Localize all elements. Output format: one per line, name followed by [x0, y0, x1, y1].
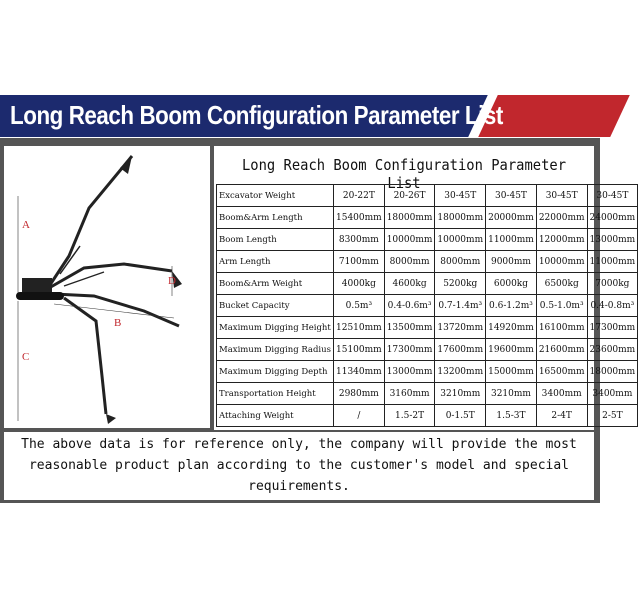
label-b: B [114, 317, 122, 329]
raised-bucket [120, 156, 132, 174]
table-cell: 19600mm [486, 339, 537, 361]
table-cell: 10000mm [536, 251, 587, 273]
table-cell: 0.4-0.6m³ [384, 295, 435, 317]
table-cell: 0.6-1.2m³ [486, 295, 537, 317]
table-cell: 18000mm [384, 207, 435, 229]
table-cell: 14920mm [486, 317, 537, 339]
table-row [217, 317, 638, 339]
note-line-1: The above data is for reference only, the company will provide the most [21, 437, 577, 452]
table-cell: 8300mm [334, 229, 385, 251]
table-cell: 15400mm [334, 207, 385, 229]
table-row [217, 339, 638, 361]
excavator-drawing [4, 146, 210, 428]
label-d: D [168, 275, 176, 287]
table-cell: 4000kg [334, 273, 385, 295]
table-cell: 7000kg [587, 273, 638, 295]
table-cell: 8000mm [384, 251, 435, 273]
table-cell: 20000mm [486, 207, 537, 229]
excavator-diagram [4, 146, 210, 428]
table-cell: 3160mm [384, 383, 435, 405]
table-cell: 17600mm [435, 339, 486, 361]
table-cell: 13500mm [384, 317, 435, 339]
disclaimer-note [4, 432, 594, 500]
note-line-2: reasonable product plan according to the customer's model and special [28, 458, 570, 473]
table-row [217, 251, 638, 273]
table-cell: 1.5-2T [384, 405, 435, 427]
note-line-3: requirements. [248, 479, 350, 494]
table-cell: 0.7-1.4m³ [435, 295, 486, 317]
table-cell: 24000mm [587, 207, 638, 229]
table-cell: 13000mm [384, 361, 435, 383]
table-cell: 3210mm [486, 383, 537, 405]
table-cell: 6500kg [536, 273, 587, 295]
row-label: Excavator Weight [217, 185, 334, 207]
table-cell: 13200mm [435, 361, 486, 383]
table-cell: 18000mm [435, 207, 486, 229]
table-cell: 15100mm [334, 339, 385, 361]
table-cell: 30-45T [587, 185, 638, 207]
title-banner [0, 95, 600, 137]
table-row [217, 273, 638, 295]
table-cell: 18000mm [587, 361, 638, 383]
table-cell: 13000mm [587, 229, 638, 251]
row-label: Attaching Weight [217, 405, 334, 427]
label-a: A [22, 219, 30, 231]
table-cell: 0.4-0.8m³ [587, 295, 638, 317]
table-cell: 12000mm [536, 229, 587, 251]
table-cell: 20-22T [334, 185, 385, 207]
table-cell: 11000mm [587, 251, 638, 273]
table-cell: 16500mm [536, 361, 587, 383]
lowered-bucket [106, 414, 116, 424]
table-cell: 0.5m³ [334, 295, 385, 317]
parameter-table [216, 184, 638, 427]
row-label: Maximum Digging Height [217, 317, 334, 339]
row-label: Maximum Digging Radius [217, 339, 334, 361]
table-cell: 4600kg [384, 273, 435, 295]
table-cell: 2-4T [536, 405, 587, 427]
row-label: Bucket Capacity [217, 295, 334, 317]
table-cell: 0-1.5T [435, 405, 486, 427]
table-cell: 15000mm [486, 361, 537, 383]
row-label: Boom&Arm Length [217, 207, 334, 229]
table-cell: 10000mm [435, 229, 486, 251]
excavator-cab [22, 278, 52, 292]
table-cell: 9000mm [486, 251, 537, 273]
table-row [217, 229, 638, 251]
table-cell: 2-5T [587, 405, 638, 427]
table-cell: 30-45T [435, 185, 486, 207]
table-cell: 30-45T [486, 185, 537, 207]
table-cell: 20-26T [384, 185, 435, 207]
row-label: Boom&Arm Weight [217, 273, 334, 295]
row-label: Boom Length [217, 229, 334, 251]
table-cell: 17300mm [384, 339, 435, 361]
table-cell: 12510mm [334, 317, 385, 339]
radius-dimension-line [54, 304, 174, 318]
banner-title: Long Reach Boom Configuration Parameter List [10, 100, 503, 130]
table-cell: 0.5-1.0m³ [536, 295, 587, 317]
raised-boom [44, 156, 132, 294]
table-cell: 3400mm [587, 383, 638, 405]
table-cell: 16100mm [536, 317, 587, 339]
table-row [217, 185, 638, 207]
table-cell: 22000mm [536, 207, 587, 229]
table-cell: 2980mm [334, 383, 385, 405]
excavator-tracks [16, 292, 64, 300]
table-cell: 21600mm [536, 339, 587, 361]
table-cell: 30-45T [536, 185, 587, 207]
table-cell: 3210mm [435, 383, 486, 405]
table-cell: 10000mm [384, 229, 435, 251]
table-cell: 17300mm [587, 317, 638, 339]
table-cell: 11000mm [486, 229, 537, 251]
label-c: C [22, 351, 30, 363]
parameter-table-box [214, 146, 636, 430]
table-title: Long Reach Boom Configuration Parameter List [241, 156, 567, 192]
table-cell: 7100mm [334, 251, 385, 273]
table-row [217, 207, 638, 229]
table-row [217, 383, 638, 405]
table-cell: 11340mm [334, 361, 385, 383]
table-cell: 6000kg [486, 273, 537, 295]
table-cell: 5200kg [435, 273, 486, 295]
row-label: Arm Length [217, 251, 334, 273]
table-cell: 13720mm [435, 317, 486, 339]
table-cell: / [334, 405, 385, 427]
table-row [217, 361, 638, 383]
table-row [217, 295, 638, 317]
lowered-boom [64, 298, 106, 414]
table-row [217, 405, 638, 427]
table-cell: 23600mm [587, 339, 638, 361]
table-cell: 3400mm [536, 383, 587, 405]
row-label: Maximum Digging Depth [217, 361, 334, 383]
horizontal-cylinder [64, 272, 104, 286]
table-cell: 8000mm [435, 251, 486, 273]
row-label: Transportation Height [217, 383, 334, 405]
table-cell: 1.5-3T [486, 405, 537, 427]
